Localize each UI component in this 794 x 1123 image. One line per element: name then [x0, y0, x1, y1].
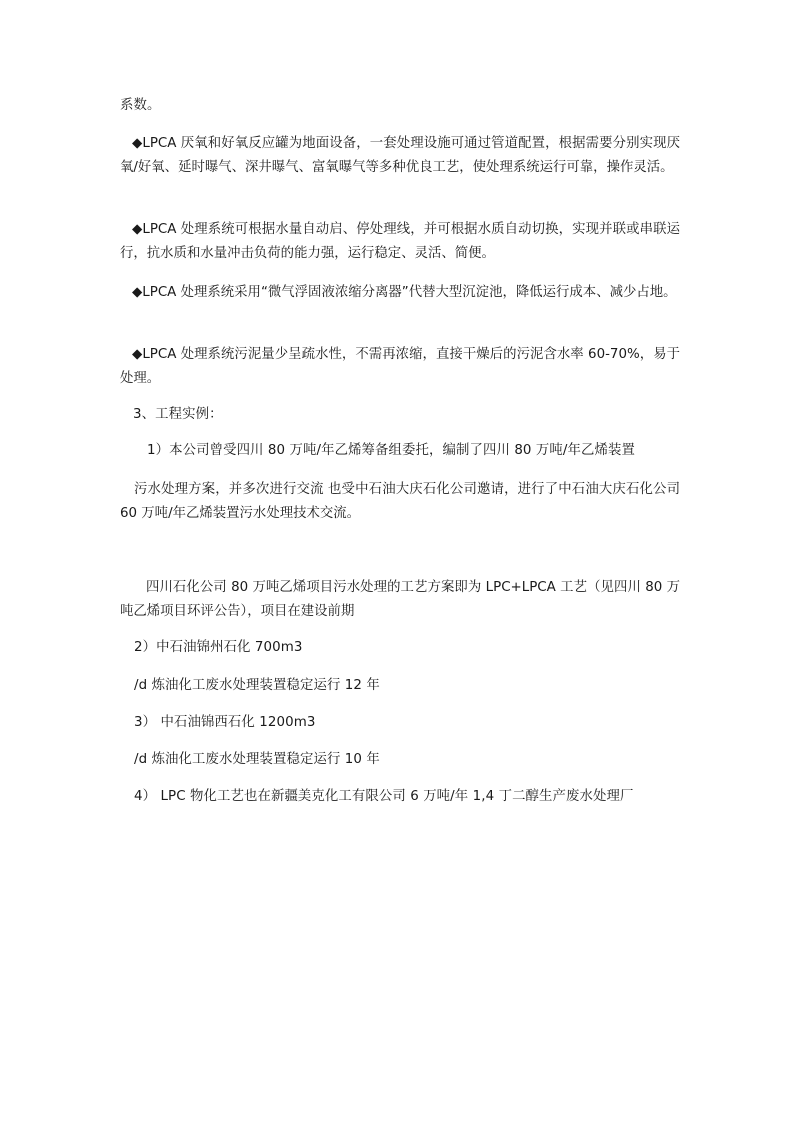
case-2-line: 2）中石油锦州石化 700m3 [134, 640, 303, 655]
bullet-paragraph-separator: ◆LPCA 处理系统采用“微气浮固液浓缩分离器”代替大型沉淀池，降低运行成本、减少占地。 [132, 285, 677, 300]
case-3-continuation: /d 炼油化工废水处理装置稳定运行 10 年 [134, 752, 380, 767]
bullet-paragraph-sludge: ◆LPCA 处理系统污泥量少呈疏水性，不需再浓缩，直接干燥后的污泥含水率 60-70%，易于处理。 [120, 347, 680, 386]
bullet-paragraph-auto-switch: ◆LPCA 处理系统可根据水量自动启、停处理线，并可根据水质自动切换，实现并联或串联运行，抗水质和水量冲击负荷的能力强，运行稳定、灵活、简便。 [120, 222, 680, 261]
sichuan-project-paragraph: 四川石化公司 80 万吨乙烯项目污水处理的工艺方案即为 LPC+LPCA 工艺（见四川 80 万吨乙烯项目环评公告），项目在建设前期 [120, 580, 680, 619]
bullet-paragraph-reactor: ◆LPCA 厌氧和好氧反应罐为地面设备，一套处理设施可通过管道配置，根据需要分别实现厌氧/好氧、延时曝气、深井曝气、富氧曝气等多种优良工艺，使处理系统运行可靠，操作灵活。 [120, 136, 680, 175]
case-1-line: 1）本公司曾受四川 80 万吨/年乙烯筹备组委托，编制了四川 80 万吨/年乙烯装置 [147, 443, 635, 458]
case-4-line: 4） LPC 物化工艺也在新疆美克化工有限公司 6 万吨/年 1,4 丁二醇生产废水处理厂 [134, 789, 634, 804]
case-2-continuation: /d 炼油化工废水处理装置稳定运行 12 年 [134, 678, 380, 693]
case-1-continuation: 污水处理方案，并多次进行交流 也受中石油大庆石化公司邀请，进行了中石油大庆石化公司 60 万吨/年乙烯装置污水处理技术交流。 [120, 482, 680, 521]
section-heading-cases: 3、工程实例： [133, 407, 223, 422]
case-3-line: 3） 中石油锦西石化 1200m3 [134, 715, 316, 730]
paragraph-continuation: 系数。 [120, 98, 161, 113]
